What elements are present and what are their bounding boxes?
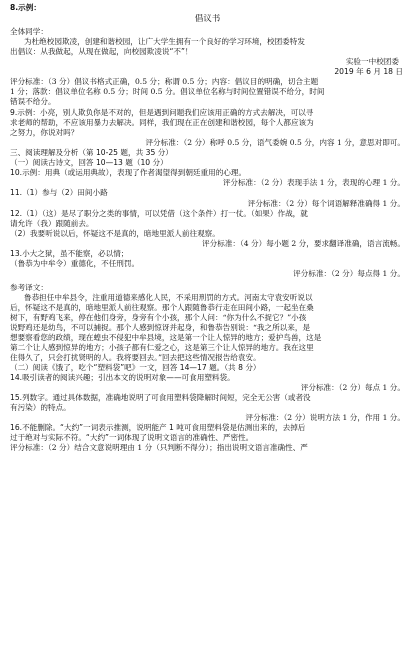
proposal-salutation: 全体同学： (10, 27, 48, 37)
q12-answer: 12.（1）（这）是尽了职分之类的事情，可以凭借（这个条件）打一仗。（如果）作战，就 (10, 208, 308, 218)
section-heading: 三、阅读理解及分析（第 10-25 题，共 35 分） (10, 148, 173, 158)
translation-line: 想要察看您的政绩，现在蝗虫不侵犯中牟县境，这是第一个让人惊异的地方；爱护鸟兽，这是 (10, 332, 322, 342)
proposal-signature: 实验一中校团委 (345, 57, 399, 67)
q15-answer: 15.列数字。通过具体数据，准确地说明了可食用塑料袋降解时间短，完全无公害（或者没 (10, 392, 311, 402)
q11-answer: 11.（1）参与（2）田间小路 (10, 188, 108, 198)
scoring-line: 评分标准：（2 分）表现手法 1 分，表现的心理 1 分。 (222, 178, 405, 188)
scoring-line: 评分标准：（4 分）每小题 2 分，要求翻译准确，语言流畅。 (202, 238, 405, 248)
scoring-line: 评分标准：（2 分）称呼 0.5 分，语气委婉 0.5 分，内容 1 分，意思对即可。 (145, 138, 405, 148)
q9-answer: 之努力，你说对吗？ (10, 128, 79, 138)
translation-line: 鲁恭担任中牟县令，注重用道德来感化人民，不采用刑罚的方式。河南太守袁安听说以 (24, 292, 313, 302)
scoring-line: 评分标准：（2 分）每点得 1 分。 (293, 268, 405, 278)
q10-answer: 10.示例：用典（或运用典故），表现了作者渴望得到朝廷重用的心理。 (10, 168, 247, 178)
scoring-line: 评分标准：（2 分）结合文意说明理由 1 分（只判断不得分）；指出说明文语言准确性、严 (10, 442, 308, 452)
scoring-line: 评分标准：（2 分）每个词语解释准确得 1 分。 (247, 198, 405, 208)
translation-line: 第二个让人感到惊异的地方；小孩子都有仁爱之心，这是第三个让人惊异的地方。我在这里 (10, 342, 314, 352)
scoring-line: 1 分；落款：倡议单位名称 0.5 分；时间 0.5 分。倡议单位名称与时间位置错误不给分，时间 (10, 87, 325, 97)
q13-answer: 13.小大之狱，虽不能察，必以情； (10, 248, 129, 258)
scoring-line: 错误不给分。 (10, 97, 56, 107)
q16-answer: 过于绝对与实际不符。“大约”一词体现了说明文语言的准确性、严密性。 (10, 432, 254, 442)
proposal-body-line: 为杜绝校园欺凌，创建和谐校园，让广大学生拥有一个良好的学习环境，校团委特发 (24, 37, 305, 47)
subsection-heading: （一）阅读古诗文，回答 10—13 题（10 分） (10, 158, 168, 168)
scoring-line: 评分标准：（2 分）说明方法 1 分，作用 1 分。 (245, 412, 405, 422)
translation-line: 说野鸡还是幼鸟，不可以捕捉。那个人感到惊讶并起身，和鲁恭告别说：“我之所以来，是 (10, 322, 311, 332)
translation-line: 树下，有野鸡飞来，停在他们身旁，身旁有个小孩，那个人问：“你为什么不捉它？”小孩 (10, 312, 307, 322)
translation-line: 住得久了，只会打扰贤明的人。我将要回去。”回去把这些情况报告给袁安。 (10, 352, 261, 362)
translation-line: 后，怀疑这不是真的，暗地里派人前往观察。那个人跟随鲁恭行走在田间小路，一起坐在桑 (10, 302, 314, 312)
q13-answer: （鲁恭为中牟令）重德化，不任刑罚。 (10, 258, 140, 268)
proposal-date: 2019 年 6 月 18 日 (334, 67, 403, 77)
q9-answer: 求老师的帮助，不应该用暴力去解决。同样，我们现在正在创建和谐校园，每个人都应该为 (10, 118, 314, 128)
subsection-heading: （二）阅读《饿了，吃个“塑料袋”吧》一文，回答 14—17 题。（共 8 分） (10, 362, 261, 372)
q14-answer: 14.吸引读者的阅读兴趣；引出本文的说明对象——可食用塑料袋。 (10, 372, 235, 382)
q16-answer: 16.不能删除。“大约”一词表示推测，说明能产 1 吨可食用塑料袋是估测出来的，去掉后 (10, 422, 306, 432)
q12-answer: （2）我要听说以后，怀疑这不是真的，暗地里派人前往观察。 (10, 228, 220, 238)
translation-heading: 参考译文： (10, 282, 48, 292)
q9-answer: 9.示例：小亮，别人欺负你是不对的，但是遇到问题我们应该用正确的方式去解决，可以寻 (10, 108, 314, 118)
scoring-line: 评分标准：（2 分）每点 1 分。 (300, 382, 405, 392)
q15-answer: 有污染）的特点。 (10, 402, 71, 412)
q12-answer: 请允许（我）跟随前去。 (10, 218, 94, 228)
scoring-line: 评分标准：（3 分）倡议书格式正确，0.5 分；称谓 0.5 分；内容：倡议目的明确，切合主题 (10, 77, 319, 87)
q8-heading: 8.示例： (10, 3, 41, 12)
proposal-body-line: 出倡议：从我做起，从现在做起，向校园欺凌说“不”！ (10, 47, 193, 57)
proposal-title: 倡议书 (194, 14, 221, 25)
